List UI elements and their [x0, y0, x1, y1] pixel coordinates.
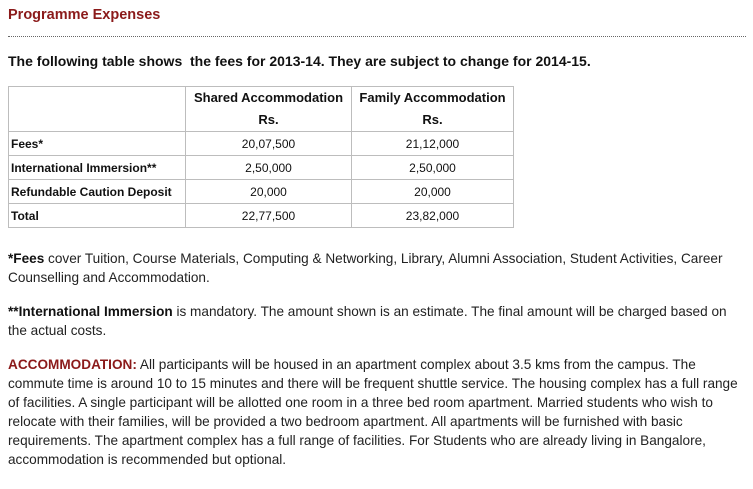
- immersion-note-prefix: **: [8, 304, 19, 319]
- page-title: Programme Expenses: [8, 7, 161, 23]
- fees-note-text: cover Tuition, Course Materials, Computing & Networking, Library, Alumni Association, Student Activities, Career Counselling and Accommodation.: [8, 251, 723, 285]
- accommodation-note-term: ACCOMMODATION:: [8, 357, 137, 372]
- table-row: [9, 180, 514, 204]
- row-label-deposit: Refundable Caution Deposit: [9, 180, 186, 204]
- fees-note-prefix: *: [8, 251, 14, 266]
- immersion-note-text: is mandatory. The amount shown is an estimate. The final amount will be charged based on the actual costs.: [8, 304, 727, 338]
- table-row: [9, 156, 514, 180]
- row-label-immersion: International Immersion**: [9, 156, 186, 180]
- column-unit-family: Rs.: [422, 112, 443, 127]
- column-header-shared: [186, 87, 352, 132]
- cell-immersion-family: 2,50,000: [352, 156, 514, 180]
- cell-deposit-family: 20,000: [352, 180, 514, 204]
- accommodation-note: [8, 355, 748, 469]
- immersion-note: [8, 302, 748, 340]
- fees-note: [8, 249, 748, 287]
- cell-total-shared: 22,77,500: [186, 204, 352, 228]
- column-unit-shared: Rs.: [258, 112, 279, 127]
- row-label-total: Total: [9, 204, 186, 228]
- column-title-family: Family Accommodation: [359, 90, 506, 105]
- intro-text: The following table shows the fees for 2013-14. They are subject to change for 2014-15.: [8, 53, 591, 69]
- fees-table: [8, 86, 514, 228]
- dotted-divider: [8, 36, 746, 37]
- table-header-blank: [9, 87, 186, 132]
- column-header-family: [352, 87, 514, 132]
- accommodation-note-text: All participants will be housed in an apartment complex about 3.5 kms from the campus. The commute time is around 10 to 15 minutes and there will be frequent shuttle service. The housing complex has a full range of facilities. A single participant will be allotted one room in a three bed room apartment. Married students who wish to relocate with their families, will be provided a two bedroom apartment. All apartments will be furnished with basic requirements. The apartment complex has a full range of facilities. For Students who are already living in Bangalore, accommodation is recommended but optional.: [8, 357, 738, 467]
- cell-fees-shared: 20,07,500: [186, 132, 352, 156]
- cell-deposit-shared: 20,000: [186, 180, 352, 204]
- cell-fees-family: 21,12,000: [352, 132, 514, 156]
- cell-total-family: 23,82,000: [352, 204, 514, 228]
- table-header-row: [9, 87, 514, 132]
- immersion-note-term: International Immersion: [18, 304, 173, 319]
- table-row: [9, 132, 514, 156]
- cell-immersion-shared: 2,50,000: [186, 156, 352, 180]
- fees-note-term: Fees: [13, 251, 45, 266]
- column-title-shared: Shared Accommodation: [193, 90, 344, 105]
- row-label-fees: Fees*: [9, 132, 186, 156]
- table-row: [9, 204, 514, 228]
